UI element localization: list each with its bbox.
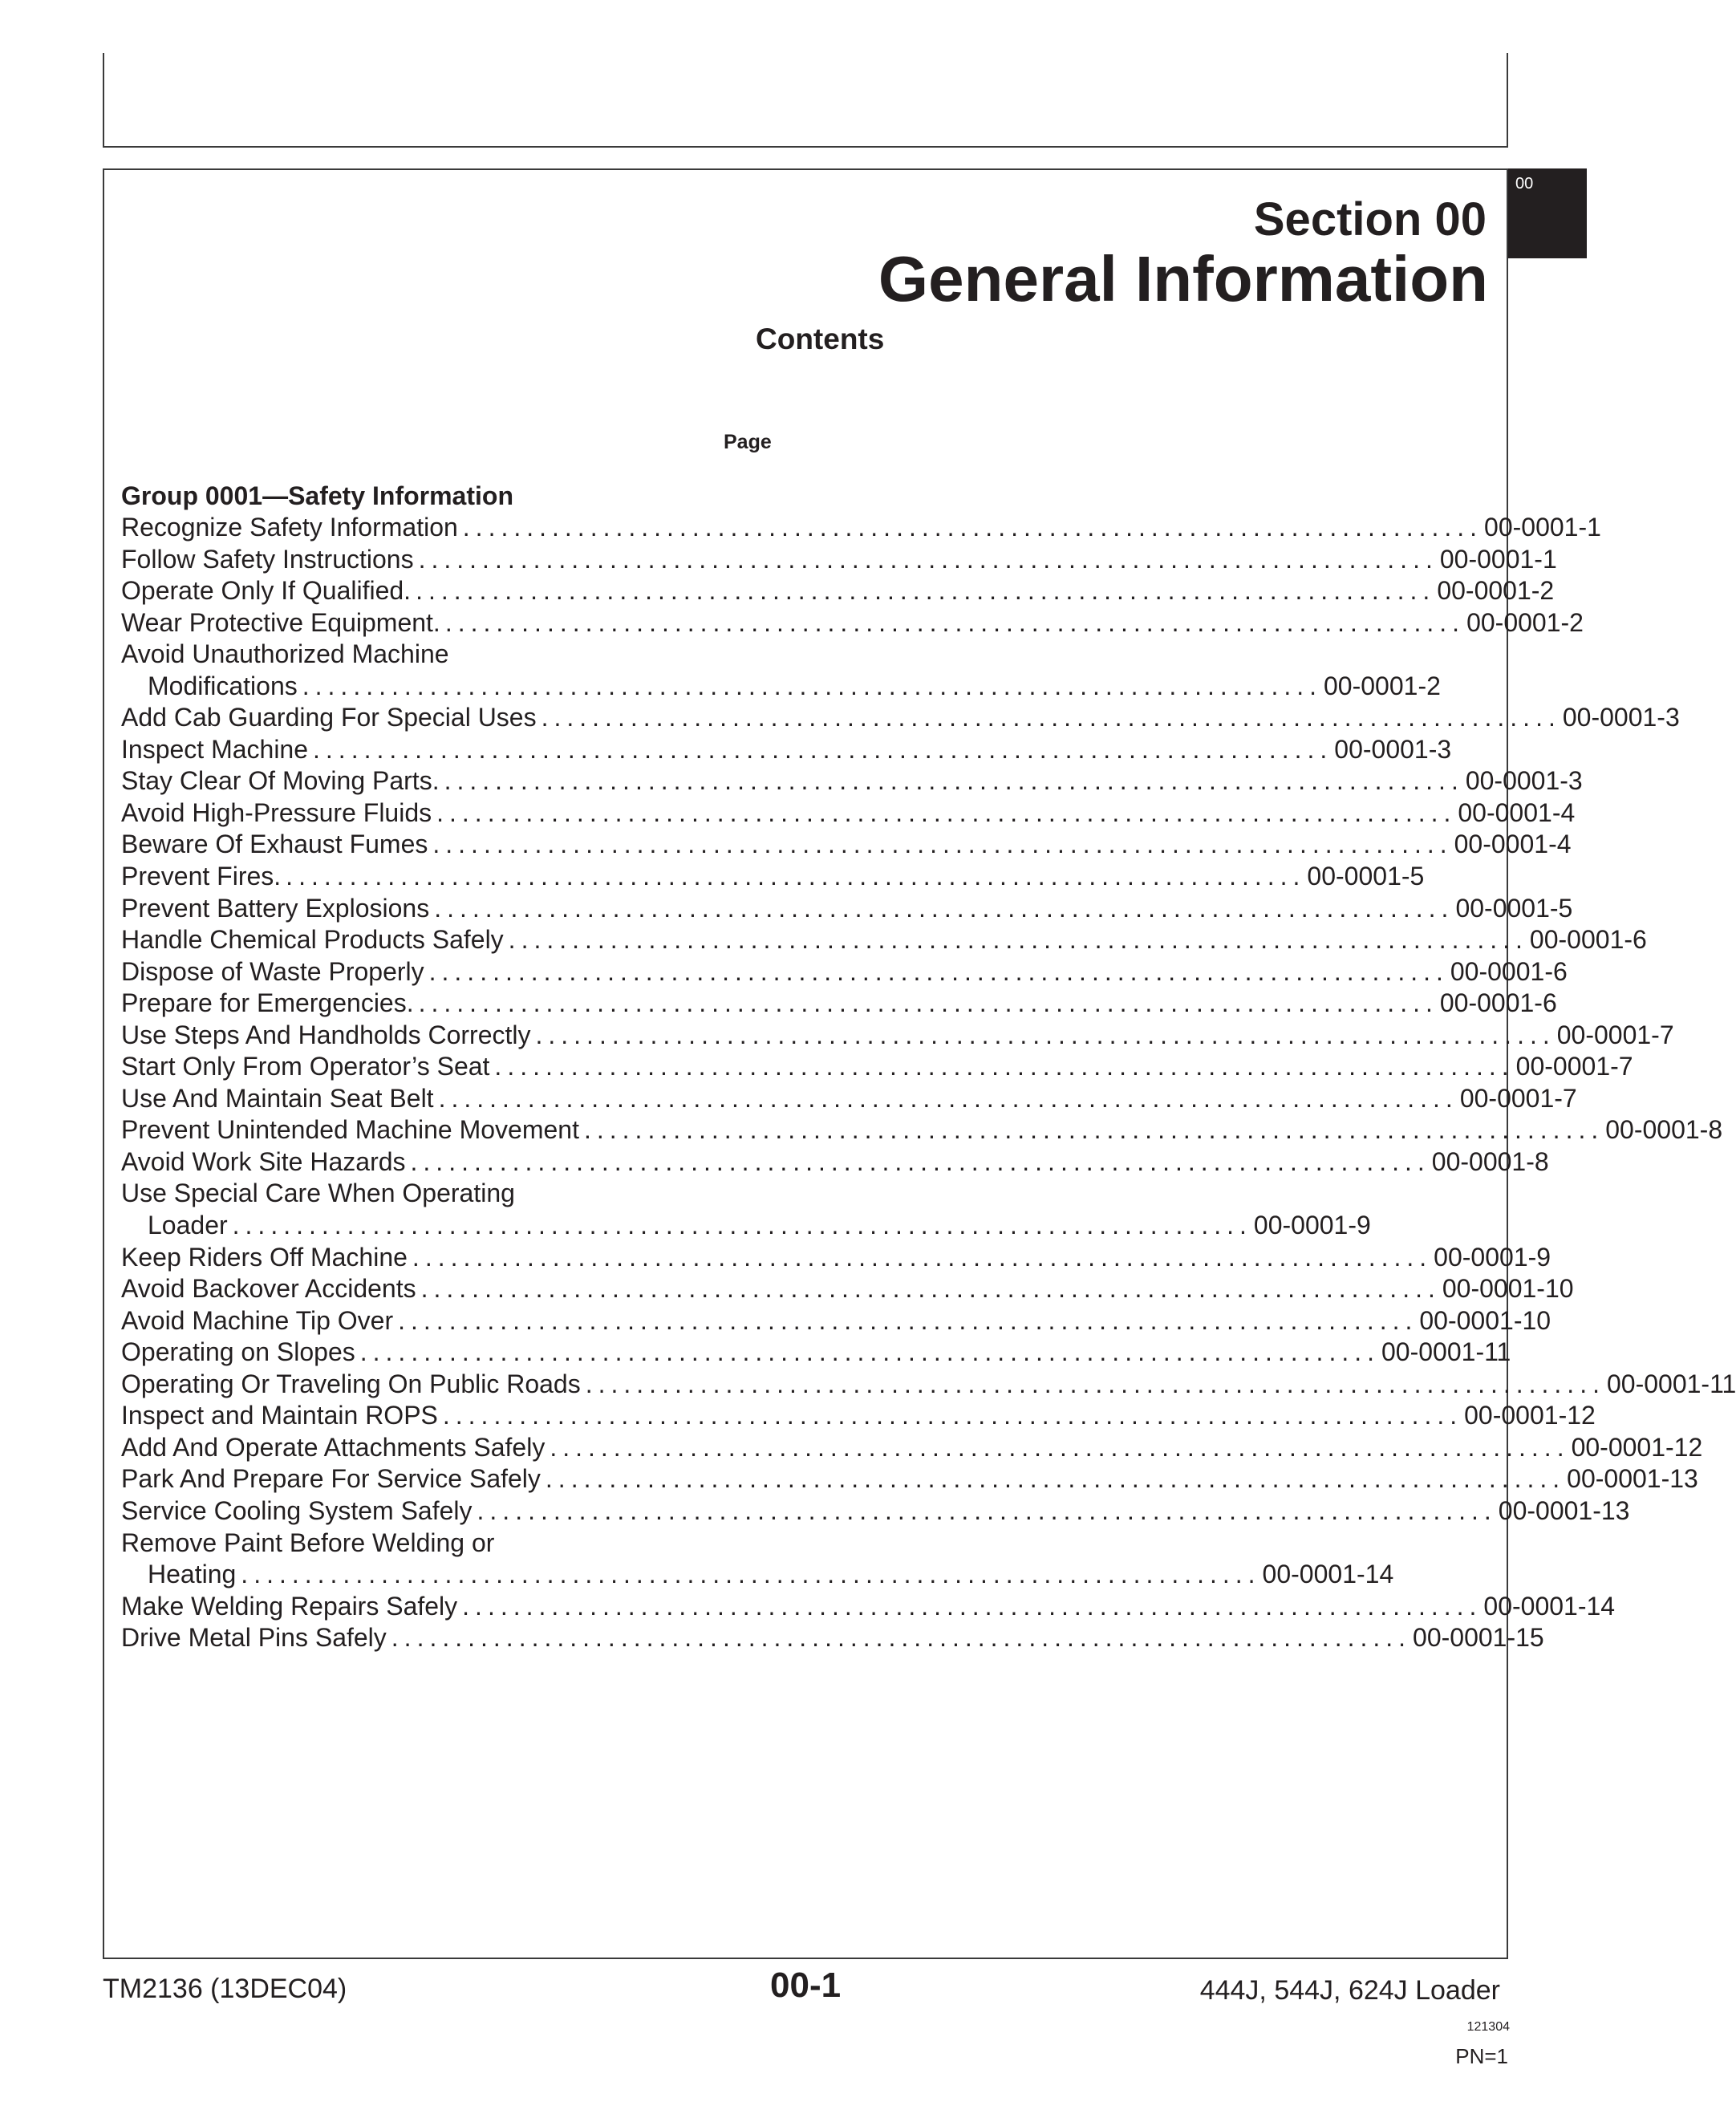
toc-entry[interactable] bbox=[121, 1528, 774, 1560]
toc-entry[interactable] bbox=[121, 512, 1601, 544]
toc-dot-leader: ................................................................................ bbox=[391, 1623, 1412, 1653]
toc-entry-page: 00-0001-3 bbox=[1334, 734, 1452, 764]
page-title: General Information bbox=[878, 243, 1488, 314]
toc-entry-title: Park And Prepare For Service Safely bbox=[121, 1464, 541, 1494]
toc-dot-leader: ................................................................................ bbox=[462, 1591, 1482, 1621]
toc-entry-title: Modifications bbox=[148, 671, 298, 700]
toc-entry[interactable] bbox=[121, 1083, 1577, 1115]
toc-entry-page: 00-0001-7 bbox=[1459, 1083, 1577, 1113]
toc-entry-page: 00-0001-7 bbox=[1556, 1020, 1674, 1049]
toc-entry-page: 00-0001-3 bbox=[1562, 703, 1680, 732]
toc-dot-leader: ................................................................................ bbox=[438, 1083, 1458, 1113]
toc-entry-title: Make Welding Repairs Safely bbox=[121, 1591, 458, 1621]
toc-dot-leader: ................................................................................ bbox=[416, 576, 1436, 606]
toc-entry-title: Avoid High-Pressure Fluids bbox=[121, 797, 432, 827]
toc-entry-page: 00-0001-5 bbox=[1307, 862, 1425, 891]
toc-entry-title: Inspect Machine bbox=[121, 734, 309, 764]
footer-code: 121304 bbox=[1466, 2020, 1510, 2034]
toc-entry[interactable] bbox=[121, 1369, 1736, 1401]
toc-entry[interactable] bbox=[121, 765, 1583, 797]
contents-heading: Contents bbox=[756, 323, 885, 355]
toc-entry[interactable] bbox=[121, 1146, 1549, 1179]
toc-entry-title: Avoid Unauthorized Machine bbox=[121, 639, 449, 669]
toc-entry[interactable] bbox=[121, 829, 1572, 861]
toc-dot-leader: ................................................................................ bbox=[434, 893, 1454, 923]
toc-dot-leader: ................................................................................ bbox=[232, 1211, 1252, 1240]
toc-entry-title: Prevent Battery Explosions bbox=[121, 893, 430, 923]
toc-dot-leader: ................................................................................ bbox=[410, 1146, 1430, 1176]
toc-entry-title: Beware Of Exhaust Fumes bbox=[121, 830, 428, 859]
toc-dot-leader: ................................................................................ bbox=[428, 956, 1449, 986]
toc-dot-leader: ................................................................................ bbox=[477, 1495, 1497, 1525]
toc-entry[interactable] bbox=[121, 1591, 1616, 1623]
toc-entry-page: 00-0001-14 bbox=[1483, 1591, 1616, 1621]
toc-entry-title: Dispose of Waste Properly bbox=[121, 956, 424, 986]
toc-dot-leader: ................................................................................ bbox=[432, 830, 1453, 859]
toc-dot-leader: ................................................................................ bbox=[550, 1432, 1570, 1462]
section-tab-label: 00 bbox=[1515, 175, 1534, 193]
toc-dot-leader: ................................................................................ bbox=[541, 703, 1561, 732]
toc-dot-leader: ................................................................................ bbox=[508, 925, 1528, 955]
toc-dot-leader: ................................................................................ bbox=[444, 607, 1466, 637]
toc-entry[interactable] bbox=[121, 702, 1680, 734]
toc-entry[interactable] bbox=[121, 1210, 1371, 1242]
toc-entry-title: Stay Clear Of Moving Parts. bbox=[121, 766, 440, 796]
toc-entry-page: 00-0001-1 bbox=[1484, 513, 1601, 542]
toc-entry-title: Avoid Work Site Hazards bbox=[121, 1146, 406, 1176]
toc-entry[interactable] bbox=[121, 1305, 1551, 1337]
toc-entry-page: 00-0001-3 bbox=[1465, 766, 1583, 796]
toc-dot-leader: ................................................................................ bbox=[241, 1560, 1261, 1589]
toc-entry-page: 00-0001-6 bbox=[1450, 956, 1568, 986]
toc-dot-leader: ................................................................................ bbox=[359, 1337, 1380, 1367]
toc-entry-page: 00-0001-10 bbox=[1442, 1274, 1574, 1304]
toc-dot-leader: ................................................................................ bbox=[545, 1464, 1566, 1494]
toc-entry[interactable] bbox=[121, 1178, 774, 1210]
toc-entry-title: Handle Chemical Products Safely bbox=[121, 925, 504, 955]
toc-dot-leader: ................................................................................ bbox=[436, 797, 1457, 827]
toc-dot-leader: ................................................................................ bbox=[494, 1052, 1515, 1081]
toc-entry-title: Avoid Machine Tip Over bbox=[121, 1305, 394, 1335]
toc-entry-page: 00-0001-11 bbox=[1606, 1369, 1736, 1398]
toc-entry[interactable] bbox=[121, 1337, 1511, 1369]
toc-entry[interactable] bbox=[121, 575, 1555, 607]
toc-entry-page: 00-0001-14 bbox=[1262, 1560, 1394, 1589]
toc-entry-page: 00-0001-6 bbox=[1439, 988, 1557, 1018]
toc-entry-page: 00-0001-4 bbox=[1454, 830, 1572, 859]
toc-entry-title: Keep Riders Off Machine bbox=[121, 1242, 408, 1272]
toc-entry[interactable] bbox=[121, 1432, 1703, 1464]
toc-entry-title: Inspect and Maintain ROPS bbox=[121, 1401, 438, 1430]
toc-dot-leader: ................................................................................ bbox=[420, 1274, 1441, 1304]
toc-entry-title: Prevent Unintended Machine Movement bbox=[121, 1115, 579, 1145]
toc-entry-page: 00-0001-9 bbox=[1253, 1211, 1371, 1240]
toc-entry[interactable] bbox=[121, 956, 1568, 988]
toc-entry-page: 00-0001-13 bbox=[1498, 1495, 1630, 1525]
toc-entry-page: 00-0001-12 bbox=[1571, 1432, 1703, 1462]
toc-entry[interactable] bbox=[121, 797, 1576, 830]
toc-entry[interactable] bbox=[121, 924, 1647, 956]
toc-entry-title: Remove Paint Before Welding or bbox=[121, 1528, 495, 1557]
toc-entry-title: Follow Safety Instructions bbox=[121, 544, 414, 574]
toc-entry-title: Drive Metal Pins Safely bbox=[121, 1623, 387, 1653]
toc-entry-title: Heating bbox=[148, 1560, 237, 1589]
toc-entry-page: 00-0001-2 bbox=[1466, 607, 1584, 637]
toc-entry-page: 00-0001-12 bbox=[1464, 1401, 1596, 1430]
toc-entry-title: Start Only From Operator’s Seat bbox=[121, 1052, 490, 1081]
toc-entry-title: Use Special Care When Operating bbox=[121, 1179, 515, 1208]
toc-entry-title: Prevent Fires. bbox=[121, 862, 282, 891]
toc-entry-page: 00-0001-9 bbox=[1434, 1242, 1551, 1272]
toc-entry-title: Add Cab Guarding For Special Uses bbox=[121, 703, 537, 732]
section-tab bbox=[1508, 168, 1587, 258]
toc-entry-page: 00-0001-7 bbox=[1515, 1052, 1633, 1081]
toc-entry-title: Wear Protective Equipment. bbox=[121, 607, 440, 637]
toc-entry-title: Prepare for Emergencies. bbox=[121, 988, 414, 1018]
toc-entry[interactable] bbox=[121, 639, 774, 671]
toc-dot-leader: ................................................................................ bbox=[398, 1305, 1418, 1335]
toc-entry[interactable] bbox=[121, 734, 1452, 766]
toc-entry-title: Add And Operate Attachments Safely bbox=[121, 1432, 546, 1462]
toc-entry[interactable] bbox=[121, 1273, 1574, 1305]
toc-entry-title: Service Cooling System Safely bbox=[121, 1495, 473, 1525]
toc-dot-leader: ................................................................................ bbox=[444, 766, 1464, 796]
toc-dot-leader: ................................................................................ bbox=[418, 988, 1438, 1018]
table-of-contents bbox=[121, 512, 1736, 1654]
toc-entry-title: Operating on Slopes bbox=[121, 1337, 355, 1367]
toc-entry-page: 00-0001-8 bbox=[1431, 1146, 1549, 1176]
toc-dot-leader: ................................................................................ bbox=[418, 544, 1438, 574]
toc-dot-leader: ................................................................................ bbox=[412, 1242, 1433, 1272]
toc-entry[interactable] bbox=[121, 1114, 1723, 1146]
toc-entry[interactable] bbox=[121, 1495, 1630, 1528]
toc-entry-title: Avoid Backover Accidents bbox=[121, 1274, 416, 1304]
toc-entry-page: 00-0001-1 bbox=[1439, 544, 1557, 574]
footer-doc-id: TM2136 (13DEC04) bbox=[103, 1974, 347, 2004]
toc-entry-page: 00-0001-15 bbox=[1413, 1623, 1544, 1653]
toc-dot-leader: ................................................................................ bbox=[302, 671, 1322, 700]
page-column-header: Page bbox=[724, 431, 772, 453]
footer-product: 444J, 544J, 624J Loader bbox=[1199, 1975, 1500, 2006]
toc-entry-title: Recognize Safety Information bbox=[121, 513, 458, 542]
toc-entry-page: 00-0001-13 bbox=[1567, 1464, 1698, 1494]
toc-entry[interactable] bbox=[121, 893, 1573, 925]
toc-entry-page: 00-0001-5 bbox=[1455, 893, 1573, 923]
toc-entry[interactable] bbox=[121, 861, 1425, 893]
toc-entry[interactable] bbox=[121, 1622, 1544, 1654]
toc-entry[interactable] bbox=[121, 1051, 1633, 1083]
toc-entry-title: Operating Or Traveling On Public Roads bbox=[121, 1369, 581, 1398]
section-number: Section 00 bbox=[1253, 193, 1487, 245]
toc-entry-page: 00-0001-8 bbox=[1605, 1115, 1723, 1145]
toc-entry-page: 00-0001-4 bbox=[1458, 797, 1576, 827]
toc-entry-title: Use And Maintain Seat Belt bbox=[121, 1083, 434, 1113]
toc-entry-page: 00-0001-2 bbox=[1324, 671, 1441, 700]
header-box bbox=[103, 53, 1508, 148]
toc-entry[interactable] bbox=[121, 1242, 1551, 1274]
toc-entry[interactable] bbox=[121, 607, 1584, 639]
toc-entry-page: 00-0001-2 bbox=[1437, 576, 1555, 606]
footer-page-number: 00-1 bbox=[770, 1966, 842, 2005]
toc-entry[interactable] bbox=[121, 1463, 1698, 1495]
toc-entry-title: Operate Only If Qualified. bbox=[121, 576, 412, 606]
toc-entry[interactable] bbox=[121, 988, 1557, 1020]
toc-dot-leader: ................................................................................ bbox=[462, 513, 1483, 542]
toc-entry-page: 00-0001-11 bbox=[1381, 1337, 1511, 1367]
toc-entry-title: Loader bbox=[148, 1211, 228, 1240]
toc-entry[interactable] bbox=[121, 544, 1557, 576]
toc-dot-leader: ................................................................................ bbox=[313, 734, 1333, 764]
toc-dot-leader: ................................................................................ bbox=[535, 1020, 1556, 1049]
toc-entry[interactable] bbox=[121, 1559, 1394, 1591]
toc-entry[interactable] bbox=[121, 1400, 1596, 1432]
toc-entry-title: Use Steps And Handholds Correctly bbox=[121, 1020, 531, 1049]
toc-dot-leader: ................................................................................ bbox=[583, 1115, 1604, 1145]
toc-entry-page: 00-0001-6 bbox=[1529, 925, 1647, 955]
toc-group-heading: Group 0001—Safety Information bbox=[121, 481, 513, 510]
toc-entry[interactable] bbox=[121, 1020, 1674, 1052]
footer-pn: PN=1 bbox=[1455, 2044, 1508, 2068]
toc-dot-leader: ................................................................................ bbox=[442, 1401, 1463, 1430]
toc-entry-page: 00-0001-10 bbox=[1419, 1305, 1551, 1335]
toc-dot-leader: ................................................................................ bbox=[286, 862, 1306, 891]
toc-entry[interactable] bbox=[121, 671, 1441, 703]
toc-dot-leader: ................................................................................ bbox=[585, 1369, 1605, 1398]
